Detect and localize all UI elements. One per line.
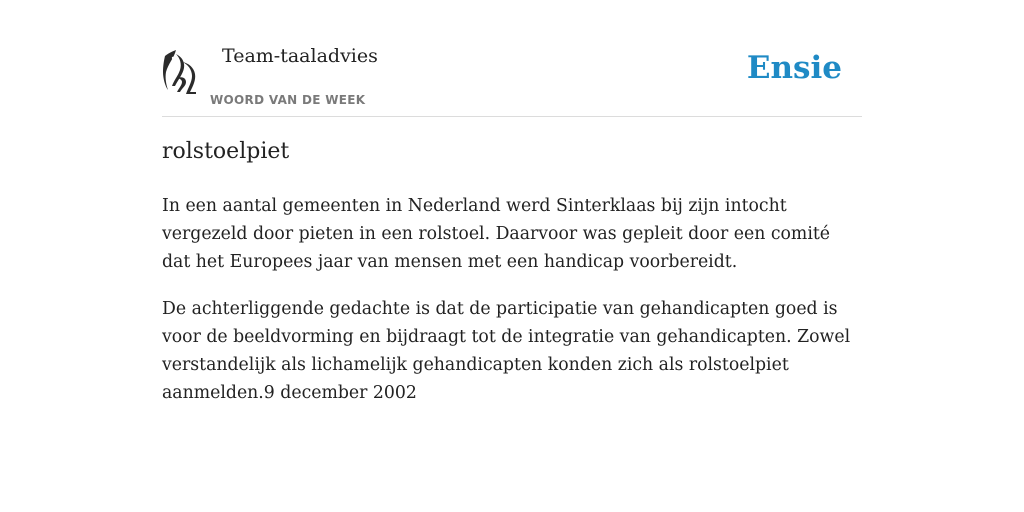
flemish-lion-logo-icon[interactable] xyxy=(162,48,198,96)
card-header xyxy=(162,0,862,117)
word-card xyxy=(162,0,862,512)
article-paragraph xyxy=(162,295,862,407)
article-body xyxy=(162,192,862,426)
brand-logo[interactable]: Ensie xyxy=(746,50,842,86)
article-date: 9 december 2002 xyxy=(263,383,417,403)
org-name[interactable]: Team-taaladvies xyxy=(222,45,378,67)
article-paragraph: In een aantal gemeenten in Nederland werd Sinterklaas bij zijn intocht vergezeld door pieten in een rolstoel. Daarvoor was gepleit door een comité dat het Europees jaar van mensen met een handicap voorbereidt. xyxy=(162,196,831,272)
article-paragraph-text: De achterliggende gedachte is dat de participatie van gehandicapten goed is voor de beeldvorming en bijdraagt tot de integratie van gehandicapten. Zowel verstandelijk als lichamelijk gehandicapten konden zich als rolstoelpiet aanmelden. xyxy=(162,299,851,403)
page-title: rolstoelpiet xyxy=(162,139,290,164)
section-label: WOORD VAN DE WEEK xyxy=(210,93,366,107)
